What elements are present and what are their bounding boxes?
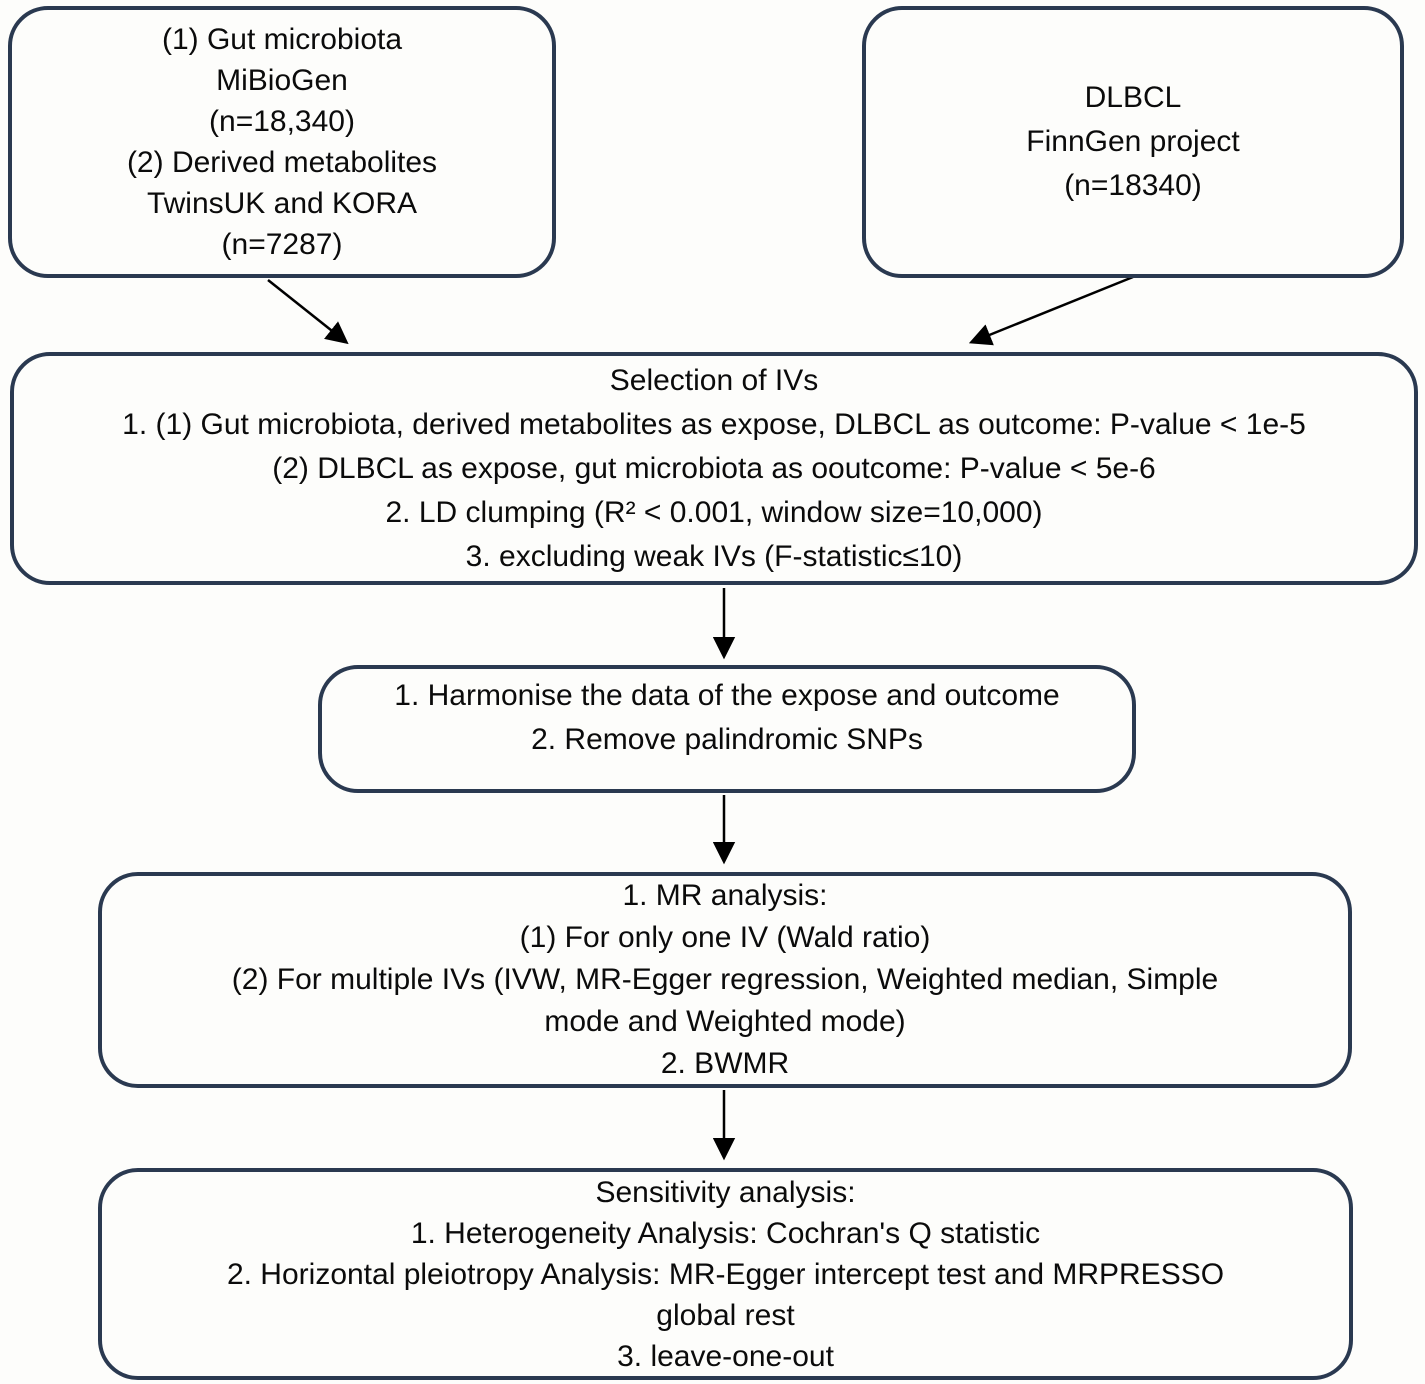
exposure-line-6: (n=7287) xyxy=(221,228,343,261)
outcome-line-1: DLBCL xyxy=(1084,81,1182,114)
exposure-line-5: TwinsUK and KORA xyxy=(146,187,418,220)
selection-line-2: 1. (1) Gut microbiota, derived metabolites as expose, DLBCL as outcome: P-value < 1e-5 xyxy=(122,407,1306,441)
arrow-exposure-to-selection xyxy=(268,280,346,342)
outcome-line-2: FinnGen project xyxy=(1026,125,1240,158)
exposure-line-3: (n=18,340) xyxy=(209,105,355,138)
sensitivity-line-4: global rest xyxy=(656,1298,795,1332)
mr-line-2: (1) For only one IV (Wald ratio) xyxy=(519,921,931,954)
arrow-outcome-to-selection xyxy=(972,277,1133,342)
exposure-line-2: MiBioGen xyxy=(216,64,348,97)
sensitivity-line-1: Sensitivity analysis: xyxy=(595,1175,856,1209)
box-harmonise-data xyxy=(318,665,1136,793)
exposure-line-1: (1) Gut microbiota xyxy=(161,23,403,56)
outcome-line-3: (n=18340) xyxy=(1064,169,1202,202)
sensitivity-line-5: 3. leave-one-out xyxy=(617,1339,834,1373)
harmonise-line-2: 2. Remove palindromic SNPs xyxy=(531,723,923,756)
box-sensitivity-analysis xyxy=(98,1168,1353,1380)
box-selection-of-ivs xyxy=(10,352,1418,585)
mr-line-4: mode and Weighted mode) xyxy=(544,1005,906,1038)
exposure-line-4: (2) Derived metabolites xyxy=(126,146,438,179)
selection-line-4: 2. LD clumping (R² < 0.001, window size=10,000) xyxy=(385,495,1043,529)
box-exposure-sources xyxy=(8,6,556,278)
mr-line-3: (2) For multiple IVs (IVW, MR-Egger regression, Weighted median, Simple xyxy=(231,963,1219,996)
sensitivity-line-2: 1. Heterogeneity Analysis: Cochran's Q statistic xyxy=(410,1216,1041,1250)
selection-line-5: 3. excluding weak IVs (F-statistic≤10) xyxy=(465,539,963,573)
selection-line-3: (2) DLBCL as expose, gut microbiota as ooutcome: P-value < 5e-6 xyxy=(272,451,1156,485)
mr-line-1: 1. MR analysis: xyxy=(622,879,828,912)
harmonise-line-1: 1. Harmonise the data of the expose and outcome xyxy=(394,679,1060,712)
mr-line-5: 2. BWMR xyxy=(660,1047,790,1080)
sensitivity-line-3: 2. Horizontal pleiotropy Analysis: MR-Egger intercept test and MRPRESSO xyxy=(226,1257,1225,1291)
selection-line-1: Selection of IVs xyxy=(609,363,819,397)
box-outcome-source xyxy=(862,6,1404,278)
box-mr-analysis xyxy=(98,872,1352,1088)
